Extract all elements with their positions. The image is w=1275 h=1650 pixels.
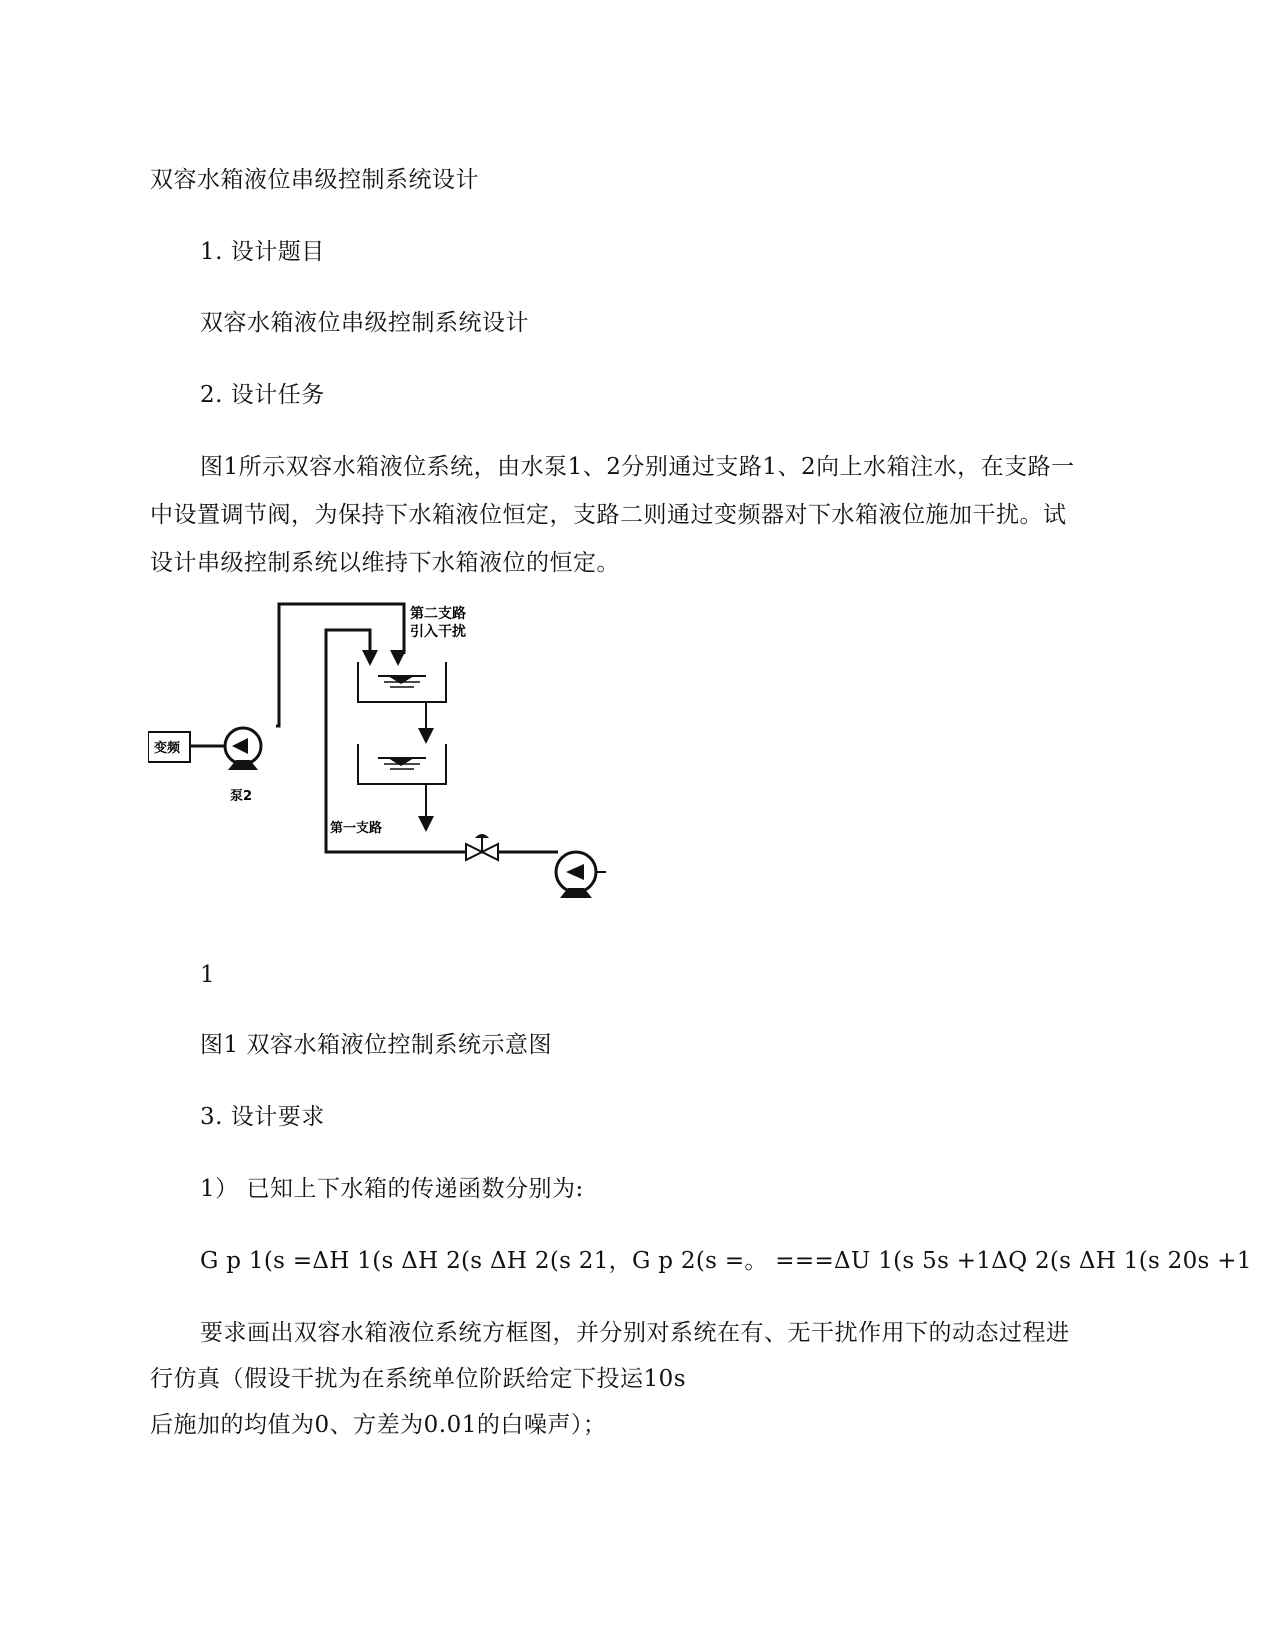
section-3-heading: 3. 设计要求 <box>200 1104 325 1130</box>
upper-tank-level-icon <box>378 676 426 687</box>
requirement-2-line-2: 行仿真（假设干扰为在系统单位阶跃给定下投运10s <box>150 1366 687 1392</box>
transfer-function-formula: G p 1(s =ΔH 1(s ΔH 2(s ΔH 2(s 21，G p 2(s =。 ===ΔU 1(s 5s +1ΔQ 2(s ΔH 1(s 20s +1 <box>200 1248 1252 1274</box>
branch-2-label-line-2: 引入干扰 <box>410 624 466 640</box>
section-2-heading: 2. 设计任务 <box>200 382 325 408</box>
section-2-body-line-1: 图1所示双容水箱液位系统，由水泵1、2分别通过支路1、2向上水箱注水，在支路一 <box>200 454 1075 480</box>
pump-1-icon <box>556 852 606 898</box>
pump-2-icon <box>225 728 261 770</box>
figure-number: 1 <box>200 962 216 988</box>
branch-2-label-line-1: 第二支路 <box>410 606 466 622</box>
requirement-2-line-3: 后施加的均值为0、方差为0.01的白噪声）； <box>150 1412 607 1438</box>
control-valve-icon <box>466 834 498 860</box>
section-2-body-line-2: 中设置调节阀，为保持下水箱液位恒定，支路二则通过变频器对下水箱液位施加干扰。试 <box>150 502 1067 528</box>
vfd-label: 变频 <box>154 741 181 756</box>
lower-tank-level-icon <box>378 758 426 769</box>
document-title: 双容水箱液位串级控制系统设计 <box>150 167 479 193</box>
section-1-heading: 1. 设计题目 <box>200 239 325 265</box>
section-1-text: 双容水箱液位串级控制系统设计 <box>200 310 529 336</box>
requirement-1: 1） 已知上下水箱的传递函数分别为: <box>200 1176 584 1202</box>
branch-1-pipe <box>326 630 558 852</box>
requirement-2-line-1: 要求画出双容水箱液位系统方框图，并分别对系统在有、无干扰作用下的动态过程进 <box>200 1320 1070 1346</box>
pump-2-label: 泵2 <box>230 789 253 804</box>
branch-1-label: 第一支路 <box>330 821 383 836</box>
section-2-body-line-3: 设计串级控制系统以维持下水箱液位的恒定。 <box>150 550 620 576</box>
figure-caption: 图1 双容水箱液位控制系统示意图 <box>200 1032 552 1058</box>
tank-system-diagram <box>148 598 638 918</box>
branch-2-pipe <box>276 604 404 726</box>
